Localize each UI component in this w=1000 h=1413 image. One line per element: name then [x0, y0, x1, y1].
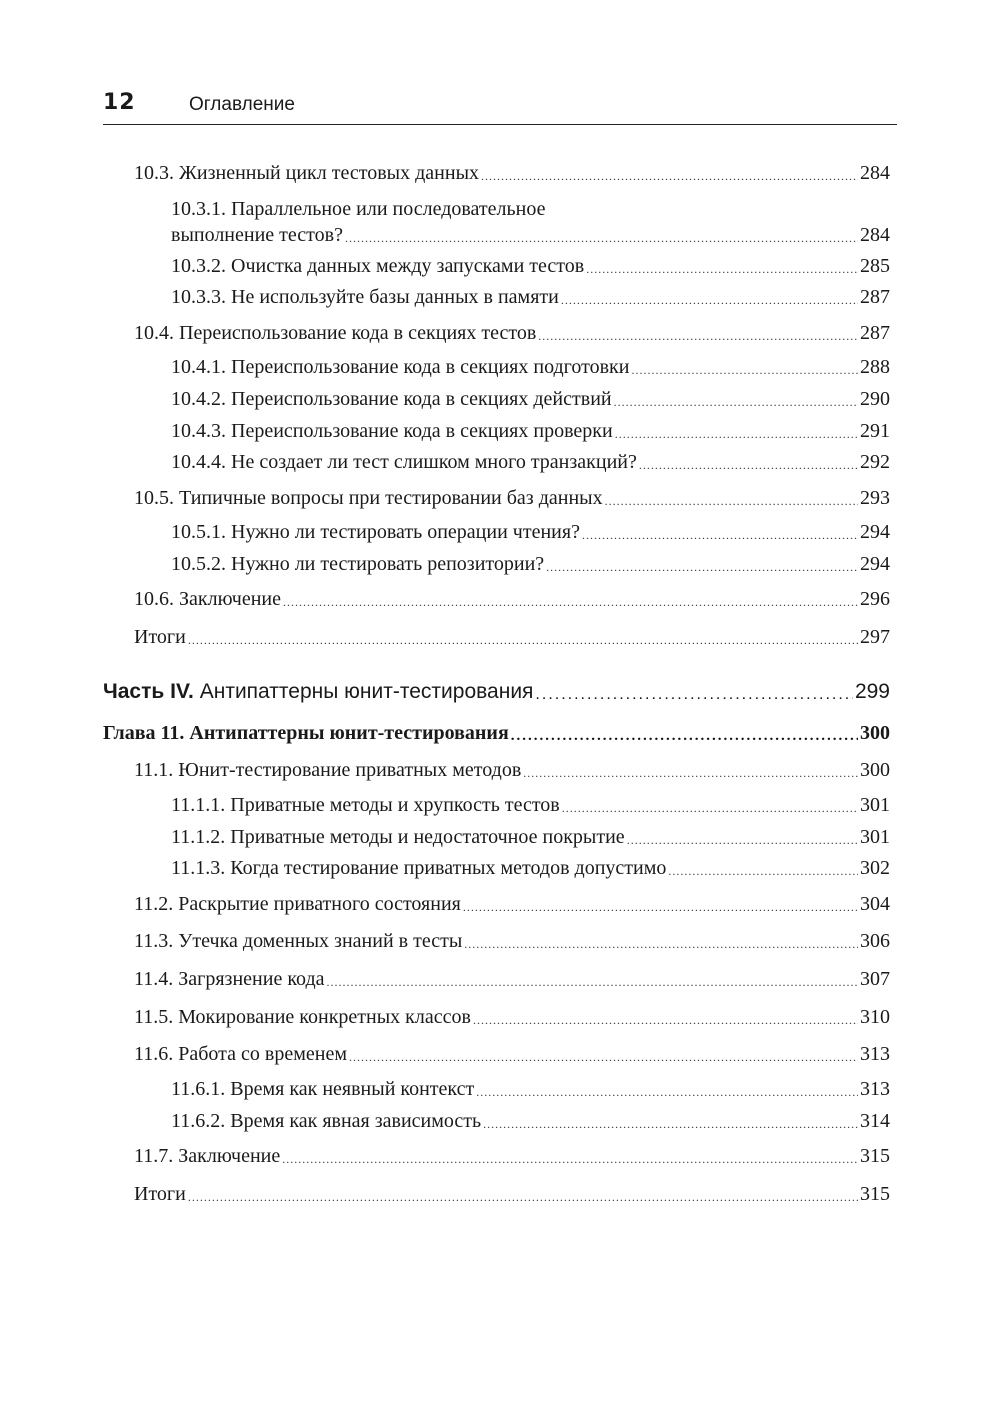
toc-entry-title: 10.3.2. Очистка данных между запусками тестов	[171, 255, 585, 277]
toc-entry-page: 315	[860, 1183, 890, 1205]
toc-entry[interactable]	[134, 485, 890, 511]
toc-entry-title: 10.4.2. Переиспользование кода в секциях действий	[171, 388, 612, 410]
dot-leader	[631, 360, 858, 380]
toc-entry-title: 11.1.2. Приватные методы и недостаточное покрытие	[171, 826, 625, 848]
toc-entry-page: 287	[860, 322, 890, 344]
toc-entry-title: 11.7. Заключение	[134, 1145, 281, 1167]
toc-entry-title: 10.4. Переиспользование кода в секциях тестов	[134, 322, 537, 344]
dot-leader	[188, 630, 858, 650]
dot-leader	[483, 1114, 858, 1134]
toc-entry-page: 302	[860, 857, 890, 879]
dot-leader	[523, 763, 858, 783]
toc-part-page: 299	[854, 680, 890, 703]
toc-entry-title: 10.4.3. Переиспользование кода в секциях проверки	[171, 420, 613, 442]
dot-leader	[349, 1047, 858, 1067]
toc-entry-title: 11.2. Раскрытие приватного состояния	[134, 893, 461, 915]
toc-entry[interactable]	[171, 792, 890, 818]
toc-entry[interactable]	[134, 1143, 890, 1169]
toc-entry-title: Итоги	[134, 1183, 186, 1205]
toc-entry[interactable]	[171, 196, 890, 248]
toc-entry-title: 10.5.2. Нужно ли тестировать репозитории?	[171, 553, 545, 575]
dot-leader	[282, 1149, 858, 1169]
toc-entry[interactable]	[171, 284, 890, 310]
toc-part-label: Часть IV.	[103, 680, 194, 703]
toc-entry-title: 11.1. Юнит-тестирование приватных методов	[134, 759, 522, 781]
toc-entry-page: 296	[860, 588, 890, 610]
dot-leader	[188, 1187, 858, 1207]
dot-leader	[535, 685, 853, 705]
toc-entry-page: 294	[860, 521, 890, 543]
toc-entry-title: 11.5. Мокирование конкретных классов	[134, 1006, 471, 1028]
toc-entry-page: 291	[860, 420, 890, 442]
toc-entry-page: 313	[860, 1078, 890, 1100]
dot-leader	[614, 392, 858, 412]
toc-entry-page: 284	[860, 162, 890, 184]
toc-entry-title: 11.4. Загрязнение кода	[134, 968, 325, 990]
toc-entry[interactable]	[171, 1108, 890, 1134]
toc-entry[interactable]	[134, 320, 890, 346]
dot-leader	[476, 1082, 858, 1102]
toc-entry-page: 297	[860, 626, 890, 648]
toc-entry[interactable]	[134, 624, 890, 650]
toc-entry[interactable]	[171, 551, 890, 577]
toc-entry-title: 11.1.3. Когда тестирование приватных методов допустимо	[171, 857, 667, 879]
toc-entry[interactable]	[171, 449, 890, 475]
toc-entry[interactable]	[134, 966, 890, 992]
toc-entry[interactable]	[134, 160, 890, 186]
toc-entry-page: 294	[860, 553, 890, 575]
toc-entry[interactable]	[134, 757, 890, 783]
toc-entry[interactable]	[134, 586, 890, 612]
toc-entry-title: 10.5.1. Нужно ли тестировать операции чтения?	[171, 521, 580, 543]
toc-entry-page: 313	[860, 1043, 890, 1065]
dot-leader	[582, 525, 858, 545]
toc-entry[interactable]	[171, 1076, 890, 1102]
dot-leader	[481, 166, 858, 186]
toc-entry[interactable]	[171, 354, 890, 380]
dot-leader	[639, 455, 858, 475]
dot-leader	[561, 290, 858, 310]
toc-entry-title: 11.6. Работа со временем	[134, 1043, 347, 1065]
toc-entry[interactable]	[134, 1004, 890, 1030]
toc-entry-page: 284	[860, 224, 890, 246]
toc-entry-title: 10.5. Типичные вопросы при тестировании баз данных	[134, 487, 603, 509]
toc-entry-page: 285	[860, 255, 890, 277]
dot-leader	[627, 830, 858, 850]
toc-entry-title: 11.3. Утечка доменных знаний в тесты	[134, 930, 463, 952]
running-title: Оглавление	[189, 94, 295, 115]
toc-entry[interactable]	[171, 253, 890, 279]
dot-leader	[546, 557, 858, 577]
toc-chapter-entry[interactable]	[103, 720, 890, 746]
toc-entry-title: 10.4.1. Переиспользование кода в секциях подготовки	[171, 356, 630, 378]
toc-entry-title: 11.1.1. Приватные методы и хрупкость тестов	[171, 794, 560, 816]
toc-entry-page: 314	[860, 1110, 890, 1132]
toc-entry-page: 301	[860, 794, 890, 816]
dot-leader	[562, 798, 858, 818]
toc-entry-page: 300	[860, 759, 890, 781]
dot-leader	[586, 259, 858, 279]
dot-leader	[327, 972, 859, 992]
toc-entry-title: 10.3.3. Не используйте базы данных в памяти	[171, 286, 559, 308]
toc-entry-page: 310	[860, 1006, 890, 1028]
toc-entry-page: 288	[860, 356, 890, 378]
toc-chapter-title: Глава 11. Антипаттерны юнит-тестирования	[103, 722, 509, 744]
toc-entry[interactable]	[171, 519, 890, 545]
toc-entry[interactable]	[171, 824, 890, 850]
dot-leader	[473, 1010, 858, 1030]
dot-leader	[283, 592, 858, 612]
toc-entry[interactable]	[171, 386, 890, 412]
toc-entry[interactable]	[134, 1041, 890, 1067]
dot-leader	[615, 424, 858, 444]
toc-entry[interactable]	[171, 855, 890, 881]
toc-entry-page: 301	[860, 826, 890, 848]
toc-entry-page: 304	[860, 893, 890, 915]
toc-entry-title: 10.6. Заключение	[134, 588, 281, 610]
dot-leader	[345, 228, 858, 248]
toc-entry-page: 306	[860, 930, 890, 952]
dot-leader	[511, 726, 858, 746]
toc-entry-page: 315	[860, 1145, 890, 1167]
toc-entry-title: 11.6.1. Время как неявный контекст	[171, 1078, 475, 1100]
toc-entry-title: 10.4.4. Не создает ли тест слишком много транзакций?	[171, 451, 637, 473]
dot-leader	[605, 491, 858, 511]
toc-entry-page: 293	[860, 487, 890, 509]
toc-entry-title: 11.6.2. Время как явная зависимость	[171, 1110, 482, 1132]
toc-entry-title: 10.3.1. Параллельное или последовательное	[171, 198, 546, 220]
toc-chapter-page: 300	[860, 722, 890, 744]
dot-leader	[538, 326, 858, 346]
toc-part-entry[interactable]	[103, 679, 890, 705]
toc-entry-page: 307	[860, 968, 890, 990]
dot-leader	[668, 861, 858, 881]
toc-entry[interactable]	[134, 1181, 890, 1207]
toc-entry-title-continued: выполнение тестов?	[171, 224, 343, 246]
toc-part-title: Антипаттерны юнит-тестирования	[199, 680, 534, 703]
toc-entry[interactable]	[134, 891, 890, 917]
toc-entry-page: 292	[860, 451, 890, 473]
dot-leader	[463, 897, 858, 917]
dot-leader	[464, 934, 858, 954]
toc-entry-title: 10.3. Жизненный цикл тестовых данных	[134, 162, 479, 184]
toc-entry-title: Итоги	[134, 626, 186, 648]
toc-entry-page: 287	[860, 286, 890, 308]
toc-entry[interactable]	[171, 418, 890, 444]
toc-entry-page: 290	[860, 388, 890, 410]
page-header	[103, 88, 897, 125]
page-number: 12	[103, 90, 136, 115]
toc-entry[interactable]	[134, 928, 890, 954]
